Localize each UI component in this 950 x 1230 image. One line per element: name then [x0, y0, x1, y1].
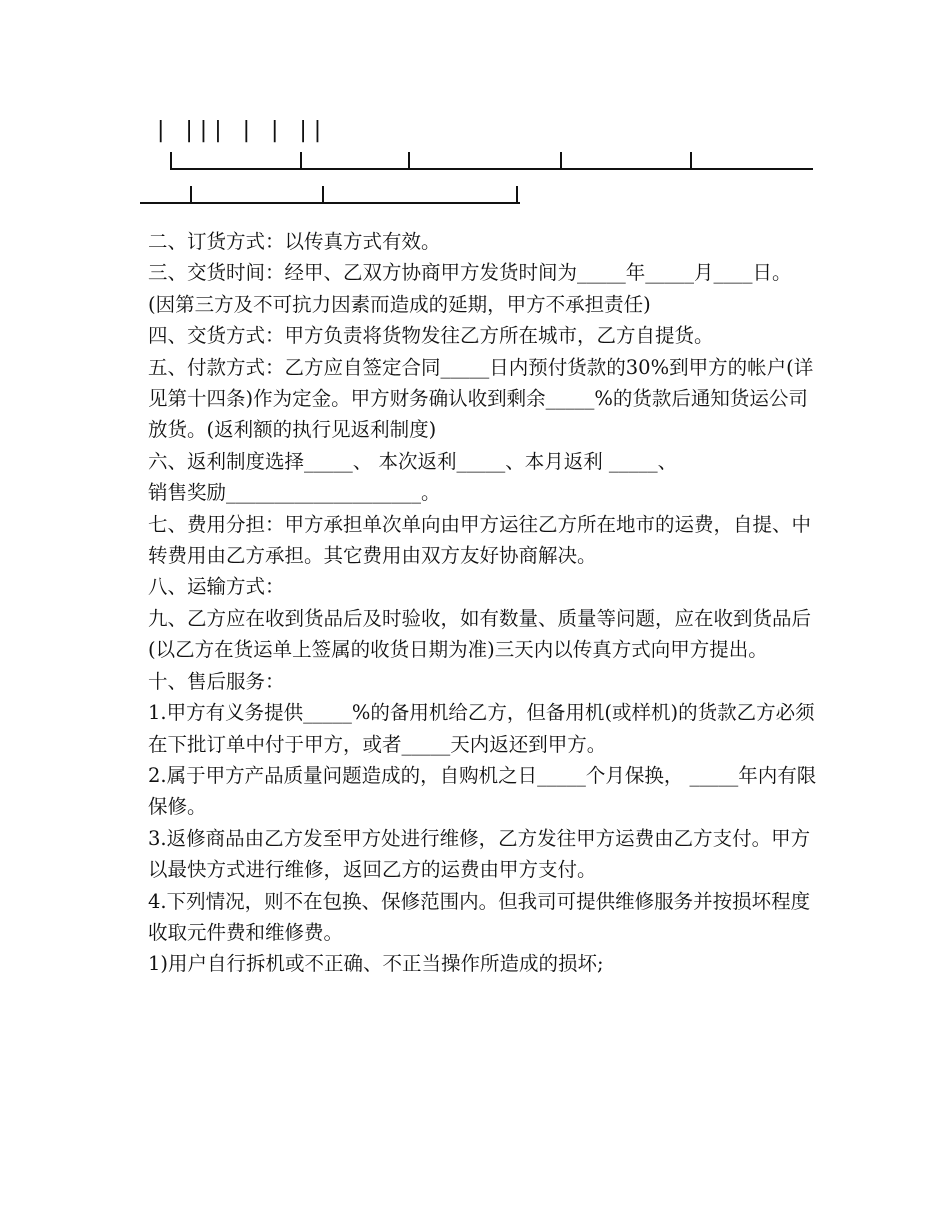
contract-body	[138, 226, 818, 980]
clause-sales-bonus: 销售奖励____________________。	[148, 481, 441, 505]
table-remnant-rule-1	[170, 152, 813, 172]
clause-after-sales-3: 3.返修商品由乙方发至甲方处进行维修，乙方发往甲方运费由乙方支付。甲方以最快方式进行维修，返回乙方的运费由甲方支付。	[148, 826, 811, 882]
clause-rebate-selection: 六、返利制度选择_____、 本次返利_____、本月返利 _____、	[148, 449, 678, 473]
clause-after-sales-4-1: 1)用户自行拆机或不正确、不正当操作所造成的损坏;	[148, 952, 604, 976]
table-remnant-rule-2	[140, 186, 520, 206]
clause-delivery-time: 三、交货时间：经甲、乙双方协商甲方发货时间为_____年_____月____日。(因第三方及不可抗力因素而造成的延期，甲方不承担责任)	[148, 261, 792, 316]
clause-payment-method: 五、付款方式：乙方应自签定合同_____日内预付货款的30%到甲方的帐户(详见第十四条)作为定金。甲方财务确认收到剩余_____%的货款后通知货运公司放货。(返利额的执行见返利制度)	[148, 355, 814, 442]
clause-cost-sharing: 七、费用分担：甲方承担单次单向由甲方运往乙方所在地市的运费，自提、中转费用由乙方承担。其它费用由双方友好协商解决。	[148, 512, 812, 568]
clause-delivery-method: 四、交货方式：甲方负责将货物发往乙方所在城市，乙方自提货。	[148, 324, 714, 348]
clause-inspection: 九、乙方应在收到货品后及时验收，如有数量、质量等问题，应在收到货品后(以乙方在货运单上签属的收货日期为准)三天内以传真方式向甲方提出。	[148, 606, 812, 662]
table-remnant-bars: | | | | | | | |	[157, 118, 322, 143]
clause-after-sales-4: 4.下列情况，则不在包换、保修范围内。但我司可提供维修服务并按损坏程度收取元件费和维修费。	[148, 889, 811, 944]
clause-after-sales-2: 2.属于甲方产品质量问题造成的，自购机之日_____个月保换， _____年内有限保修。	[148, 763, 817, 819]
clause-after-sales: 十、售后服务：	[148, 669, 285, 693]
clause-after-sales-1: 1.甲方有义务提供_____%的备用机给乙方，但备用机(或样机)的货款乙方必须在下批订单中付于甲方，或者_____天内返还到甲方。	[148, 701, 815, 756]
clause-order-method: 二、订货方式：以传真方式有效。	[148, 230, 441, 253]
clause-transport-method: 八、运输方式：	[148, 575, 285, 599]
